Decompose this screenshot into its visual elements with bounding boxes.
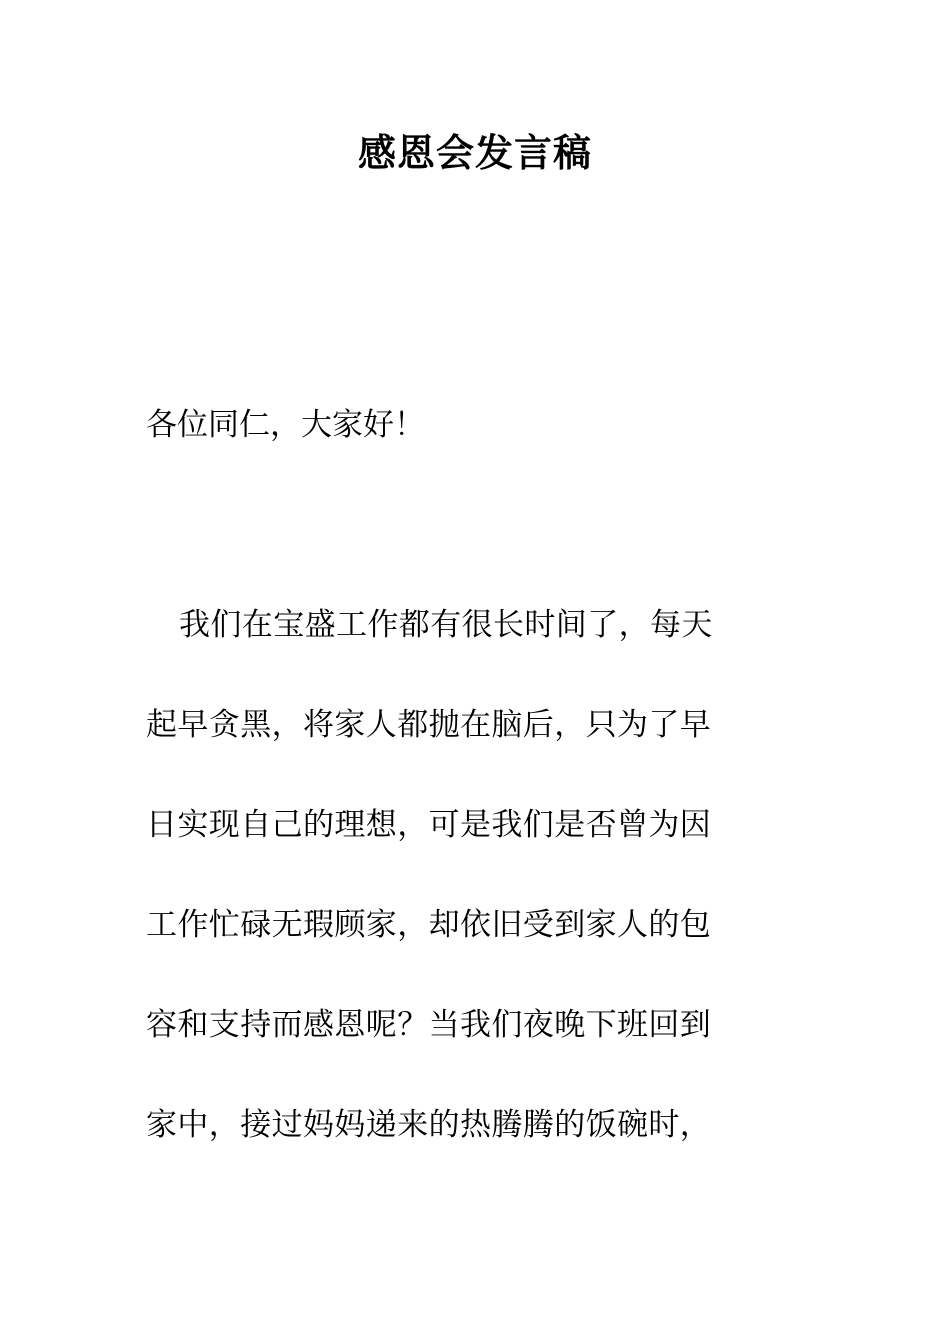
paragraph-line: 我们在宝盛工作都有很长时间了，每天 [179, 607, 713, 643]
paragraph-line: 家中，接过妈妈递来的热腾腾的饭碗时， [146, 1107, 712, 1143]
document-title: 感恩会发言稿 [357, 131, 592, 175]
paragraph-line: 起早贪黑，将家人都抛在脑后，只为了早 [146, 707, 712, 743]
body-paragraph [146, 600, 806, 1200]
greeting-text: 各位同仁，大家好！ [146, 407, 425, 443]
paragraph-line: 日实现自己的理想，可是我们是否曾为因 [146, 807, 712, 843]
paragraph-line: 工作忙碌无瑕顾家，却依旧受到家人的包 [146, 907, 712, 943]
paragraph-line: 容和支持而感恩呢？当我们夜晚下班回到 [146, 1007, 712, 1043]
